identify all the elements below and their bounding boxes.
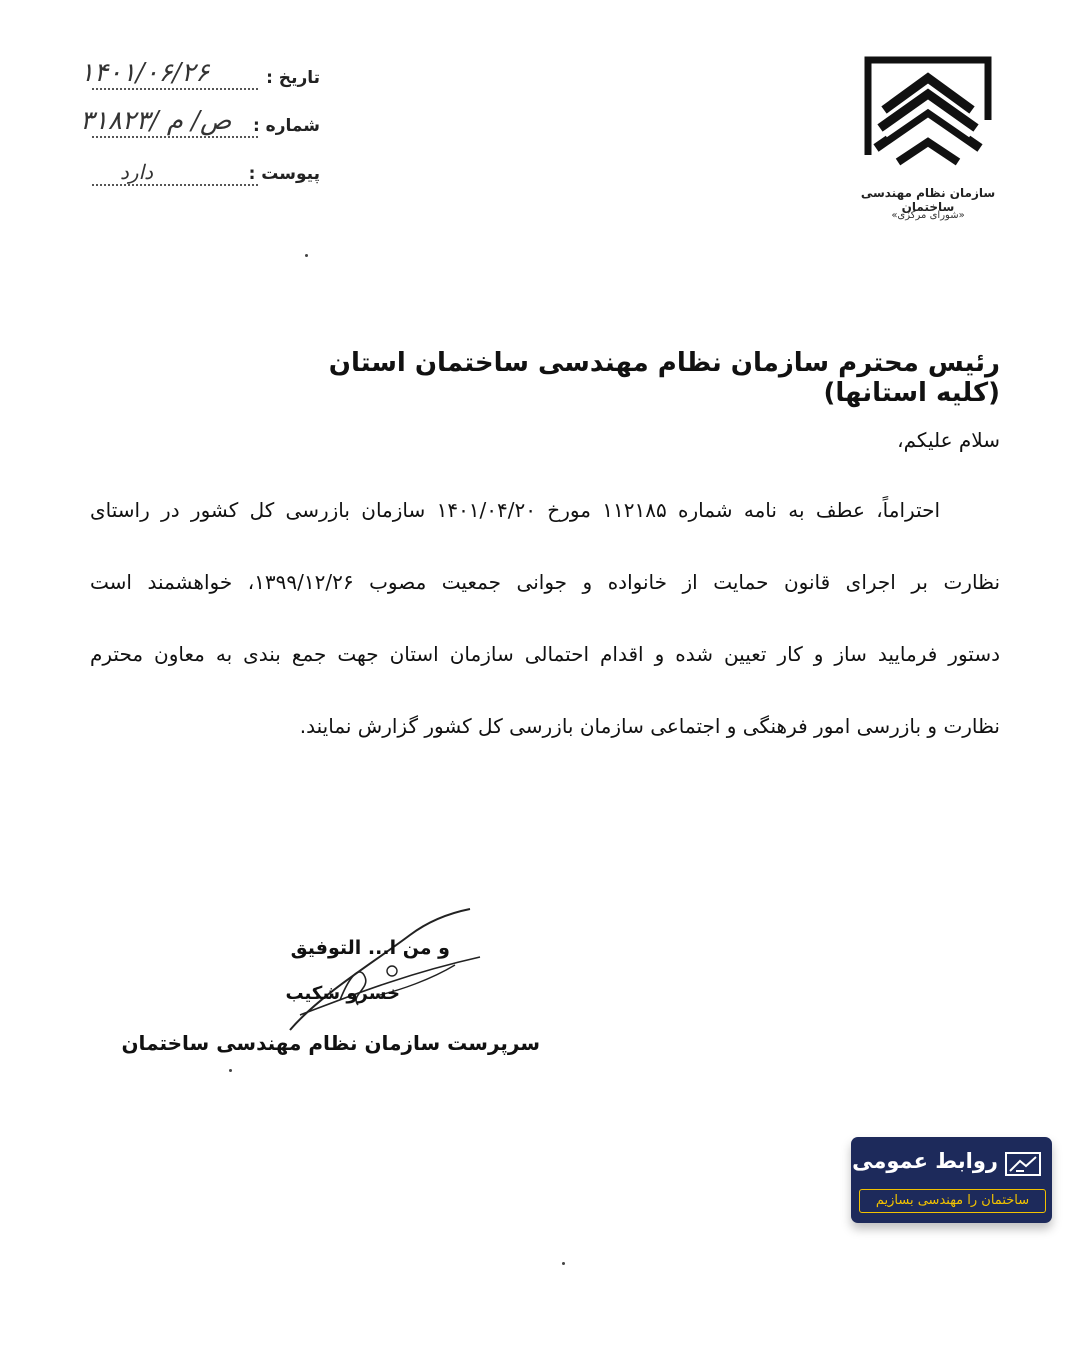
number-dots (92, 136, 258, 138)
signatory-title: سرپرست سازمان نظام مهندسی ساختمان (121, 1031, 540, 1055)
body-line: احتراماً، عطف به نامه شماره ۱۱۲۱۸۵ مورخ ۱۴۰۱/۰۴/۲۰ سازمان بازرسی کل کشور در راستای (90, 498, 940, 522)
handwritten-signature (280, 905, 500, 1035)
number-value: ۳۱۸۲۳/ ص/ م (80, 106, 232, 136)
logo-subtitle: «شورای مرکزی» (891, 210, 965, 221)
attachment-value: دارد (120, 160, 154, 184)
attachment-label: پیوست : (248, 164, 320, 184)
date-row (80, 58, 320, 110)
date-value: ۱۴۰۱/۰۶/۲۶ (80, 58, 210, 88)
body-line: نظارت و بازرسی امور فرهنگی و اجتماعی سازمان بازرسی کل کشور گزارش نمایند. (299, 714, 1000, 738)
organization-logo (838, 50, 1018, 235)
attachment-dots (92, 184, 258, 186)
letter-recipient: رئیس محترم سازمان نظام مهندسی ساختمان استان (کلیه استانها) (328, 348, 1000, 408)
date-label: تاریخ : (266, 68, 320, 88)
scan-speck (229, 1069, 232, 1072)
body-line: دستور فرمایید ساز و کار تعیین شده و اقدام احتمالی سازمان استان جهت جمع بندی به معاون محترم (90, 642, 1000, 666)
scan-speck (562, 1262, 565, 1265)
number-label: شماره : (252, 116, 320, 136)
date-dots (92, 88, 258, 90)
public-relations-badge (851, 1137, 1052, 1223)
letter-meta (80, 58, 320, 206)
number-row (80, 106, 320, 158)
body-line: نظارت بر اجرای قانون حمایت از خانواده و جوانی جمعیت مصوب ۱۳۹۹/۱۲/۲۶، خواهشمند است (90, 570, 1001, 594)
badge-title: روابط عمومی (852, 1149, 998, 1173)
handshake-icon (1004, 1151, 1042, 1179)
signature-block (121, 905, 540, 1075)
letter-greeting: سلام علیکم، (897, 428, 1000, 452)
scan-speck (305, 254, 308, 257)
signature-closing: و من ا... التوفیق (290, 937, 450, 959)
signatory-name: خسرو شکیب (285, 983, 400, 1004)
badge-subtitle: ساختمان را مهندسی بسازیم (859, 1189, 1046, 1213)
attachment-row (80, 158, 320, 206)
logo-name: سازمان نظام مهندسی ساختمان (860, 186, 996, 214)
building-logo-icon (838, 50, 1018, 190)
